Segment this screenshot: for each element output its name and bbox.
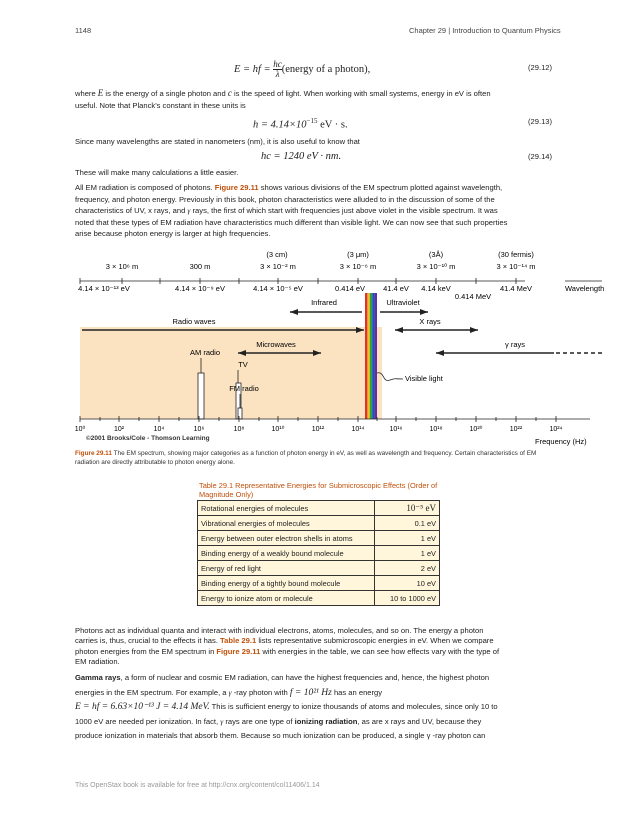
wavelength-label: 3 × 10⁻¹⁴ m	[496, 262, 536, 271]
frequency-tick-label: 10⁰	[74, 426, 86, 433]
energy-label: 4.14 × 10⁻¹³ eV	[78, 284, 130, 293]
energy-label: 0.414 MeV	[454, 292, 492, 301]
frequency-tick-label: 10²	[113, 426, 125, 433]
table-row: Binding energy of a tightly bound molecule 10 eV	[198, 576, 440, 591]
microwaves-label: Microwaves	[256, 340, 296, 349]
energy-label: 4.14 × 10⁻⁹ eV	[175, 284, 225, 293]
visible-green	[370, 293, 372, 419]
energy-label: 4.14 × 10⁻⁵ eV	[253, 284, 303, 293]
footer: This OpenStax book is available for free at http://cnx.org/content/col11406/1.14	[75, 782, 320, 789]
paragraph-photons: Photons act as individual quanta and interact with individual electrons, atoms, molecules, and so on. The energy a photon carries is, thus, crucial to the effects it has. Table 29.1 lists representative submicroscopic energies in eV. When we compare photon energies from the EM spectrum in Figure 29.11 with energies in the table, we can see how effects vary with the type of EM radiation.	[75, 626, 500, 667]
radio-region	[80, 327, 382, 419]
wavelength-label: 3 × 10⁻⁶ m	[339, 262, 377, 271]
copyright-notice: ©2001 Brooks/Cole - Thomson Learning	[86, 435, 210, 442]
energy-label: 0.414 eV	[334, 284, 366, 293]
visible-yellow	[367, 293, 369, 419]
arrowhead	[395, 327, 403, 333]
equation-number: (29.13)	[528, 117, 553, 126]
figure-link[interactable]: Figure 29.11	[216, 646, 261, 656]
visible-red	[365, 293, 367, 419]
paragraph-all-em: All EM radiation is composed of photons. Figure 29.11 shows various divisions of the EM spectrum plotted against wavelength, frequency, and photon energy. Previously in this book, photon characteristics were alluded to in the discussion of some of the characteristics of UV, x rays, and γ rays, the first of which start with frequencies just above violet in the visible spectrum. It was noted that these types of EM radiation have characteristics much different than visible light. We can now see that such properties arise because photon energy is larger at high frequencies.	[75, 183, 508, 239]
tv-label: TV	[238, 360, 248, 369]
table-row: Binding energy of a weakly bound molecule 1 eV	[198, 546, 440, 561]
equation-29-13: $h = 4.14\times 10^{-15}$ eV · s.	[253, 117, 348, 131]
table-row: Energy of red light 2 eV	[198, 561, 440, 576]
arrowhead	[420, 309, 428, 315]
frequency-axis-label: Frequency (Hz)	[535, 437, 587, 446]
top-wavelength: (30 fermis)	[498, 250, 534, 259]
chapter-title: Chapter 29 | Introduction to Quantum Physics	[409, 26, 561, 35]
top-wavelength: (3Å)	[428, 250, 444, 259]
wavelength-axis-label: Wavelength	[565, 284, 605, 293]
paragraph-gamma: Gamma rays, a form of nuclear and cosmic EM radiation, can have the highest frequencies and, hence, the highest photon energies in the EM spectrum. For example, a γ -ray photon with f = 10²¹ Hz has an energy E = hf = 6.63×10⁻¹³ J = 4.14 MeV. This is sufficient energy to ionize thousands of atoms and molecules, since only 10 to 1000 eV are needed per ionization. In fact, γ rays are one type of ionizing radiation, as are x rays and UV, because they produce ionization in materials that absorb them. Because so much ionization can be produced, a single γ -ray photon can	[75, 673, 498, 741]
table-row: Energy to ionize atom or molecule 10 to 1000 eV	[198, 591, 440, 606]
table-row: Energy between outer electron shells in atoms 1 eV	[198, 531, 440, 546]
wavelength-label: 3 × 10⁻² m	[260, 262, 296, 271]
fm-radio-label: FM radio	[229, 384, 259, 393]
energy-label: 4.14 keV	[421, 284, 451, 293]
frequency-tick-label: 10²⁴	[549, 426, 563, 433]
frequency-tick-label: 10¹²	[311, 426, 325, 433]
gamma-rays-label: γ rays	[504, 340, 526, 349]
frequency-tick-label: 10²²	[509, 426, 523, 433]
table-link[interactable]: Table 29.1	[220, 636, 257, 646]
wavelength-label: 3 × 10⁶ m	[105, 262, 139, 271]
arrowhead	[470, 327, 478, 333]
table-row: Vibrational energies of molecules 0.1 eV	[198, 516, 440, 531]
x-rays-label: X rays	[419, 317, 441, 326]
frequency-tick-label: 10²⁰	[469, 426, 483, 433]
wavelength-label: 300 m	[189, 262, 211, 271]
paragraph-where: where E is the energy of a single photon and c is the speed of light. When working with small systems, energy in eV is often useful. Note that Planck's constant in these units is	[75, 88, 491, 110]
energies-table	[197, 500, 440, 606]
am-radio-label: AM radio	[189, 348, 221, 357]
equation-29-14: hc = 1240 eV · nm.	[261, 151, 342, 162]
arrowhead	[290, 309, 298, 315]
radio-waves-label: Radio waves	[172, 317, 216, 326]
table-caption: Table 29.1 Representative Energies for Submicroscopic Effects (Order of Magnitude Only)	[199, 481, 438, 500]
top-wavelength: (3 μm)	[347, 250, 369, 259]
visible-blue	[372, 293, 374, 419]
equation-29-12: E = hf = $\frac{hc}{\lambda}$ (energy of a photon),	[234, 59, 371, 79]
frequency-tick-label: 10⁶	[193, 426, 205, 433]
frequency-tick-label: 10⁸	[233, 426, 245, 433]
em-spectrum-figure	[70, 245, 605, 447]
paragraph-easier: These will make many calculations a little easier.	[75, 168, 239, 177]
frequency-tick-label: 10¹⁰	[271, 426, 285, 433]
am-radio-band	[198, 373, 204, 419]
figure-link[interactable]: Figure 29.11	[214, 183, 259, 192]
visible-light-label: Visible light	[405, 374, 443, 383]
infrared-label: Infrared	[311, 298, 337, 307]
energy-label: 41.4 eV	[383, 284, 409, 293]
ultraviolet-label: Ultraviolet	[386, 298, 420, 307]
arrowhead	[436, 350, 444, 356]
frequency-tick-label: 10¹⁸	[429, 426, 443, 433]
table-row: Rotational energies of molecules 10⁻⁵ eV	[198, 501, 440, 516]
frequency-tick-label: 10¹⁶	[389, 426, 403, 433]
paragraph-since: Since many wavelengths are stated in nanometers (nm), it is also useful to know that	[75, 137, 360, 146]
page-number: 1148	[75, 26, 92, 35]
equation-number: (29.12)	[528, 63, 553, 72]
visible-violet	[375, 293, 377, 419]
frequency-tick-label: 10¹⁴	[351, 426, 365, 433]
figure-caption: Figure 29.11 The EM spectrum, showing major categories as a function of photon energy in eV, as well as wavelength and frequency. Certain characteristics of EM radiation are directly attributable to photon energy alone.	[75, 450, 537, 466]
energy-label: 41.4 MeV	[499, 284, 533, 293]
wavelength-label: 3 × 10⁻¹⁰ m	[416, 262, 456, 271]
top-wavelength: (3 cm)	[266, 250, 288, 259]
frequency-tick-label: 10⁴	[153, 426, 165, 433]
equation-number: (29.14)	[528, 152, 553, 161]
